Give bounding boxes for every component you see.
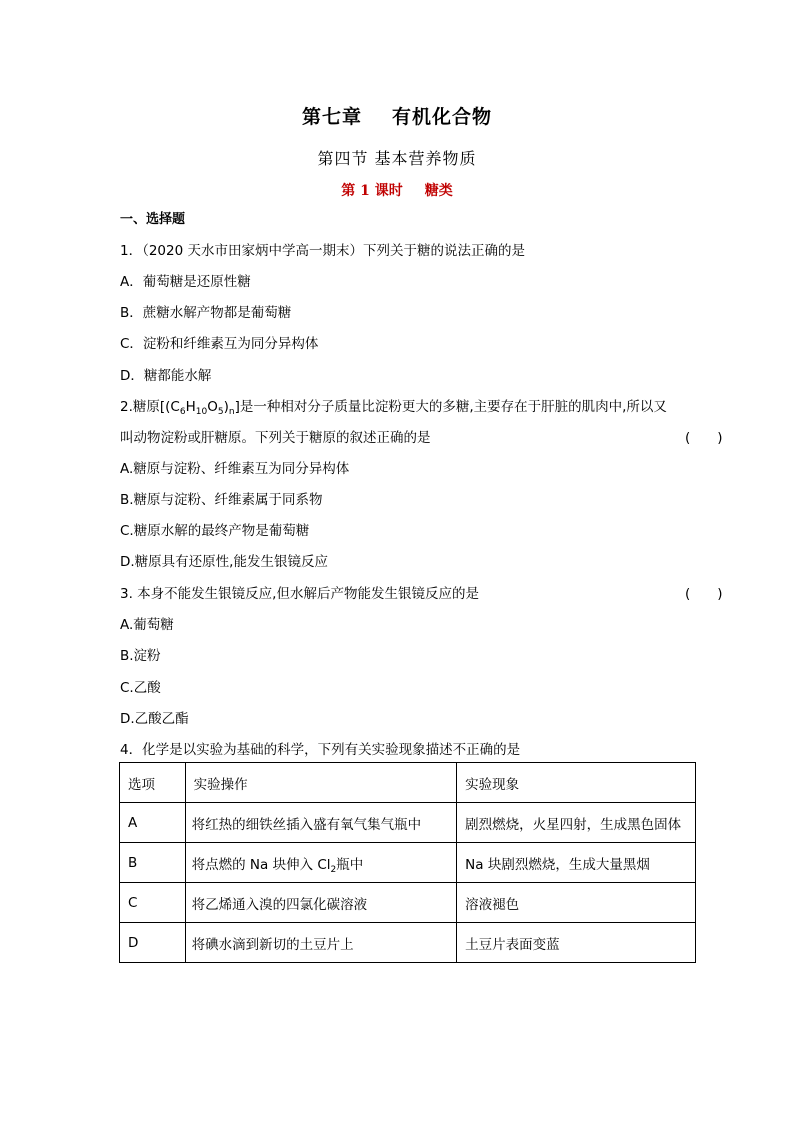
row-operation: 将点燃的 Na 块伸入 $Cl_2$瓶中 [185,843,457,883]
table-header-phenomenon: 实验现象 [457,763,696,803]
part-heading: 一、选择题 [120,212,186,227]
q1-stem: 1．（2020 天水市田家炳中学高一期末）下列关于糖的说法正确的是 [120,243,525,259]
lesson-number: 第 1 课时 [341,183,403,199]
row-phenomenon: Na 块剧烈燃烧，生成大量黑烟 [457,843,696,883]
q1-option-b: B．蔗糖水解产物都是葡萄糖 [120,305,292,321]
chapter-title [0,102,794,129]
q2-option-c: C.糖原水解的最终产物是葡萄糖 [120,523,310,539]
q2-option-b: B.糖原与淀粉、纤维素属于同系物 [120,492,323,508]
table-row [120,843,696,883]
table-header-operation: 实验操作 [185,763,457,803]
row-operation: 将碘水滴到新切的土豆片上 [185,923,457,963]
row-phenomenon: 溶液褪色 [457,883,696,923]
lesson-name: 糖类 [424,183,453,199]
q3-option-c: C.乙酸 [120,680,161,696]
row-option: B [120,843,186,883]
chapter-name: 有机化合物 [392,106,493,128]
row-option: D [120,923,186,963]
row-operation: 将红热的细铁丝插入盛有氧气集气瓶中 [185,803,457,843]
q2-stem-line1: 2.糖原$[(C_6H_{10}O_5)_n]$是一种相对分子质量比淀粉更大的多糖,主要存在于肝脏的肌肉中,所以又 [120,399,667,417]
row-phenomenon: 土豆片表面变蓝 [457,923,696,963]
row-operation: 将乙烯通入溴的四氯化碳溶液 [185,883,457,923]
q3-answer-blank: ( ) [685,586,723,602]
section-title: 第四节 基本营养物质 [317,149,477,168]
q3-stem: 3. 本身不能发生银镜反应,但水解后产物能发生银镜反应的是 [120,586,479,602]
table-header-row [120,763,696,803]
q1-option-c: C．淀粉和纤维素互为同分异构体 [120,336,319,352]
lesson-title [0,180,794,200]
experiment-table [119,762,696,963]
chapter-number: 第七章 [301,106,362,128]
q1-option-a: A．葡萄糖是还原性糖 [120,274,251,290]
q3-option-b: B.淀粉 [120,648,161,664]
q3-option-a: A.葡萄糖 [120,617,174,633]
table-row [120,883,696,923]
q2-stem-line2: 叫动物淀粉或肝糖原。下列关于糖原的叙述正确的是 [120,430,431,446]
row-phenomenon: 剧烈燃烧，火星四射，生成黑色固体 [457,803,696,843]
row-option: C [120,883,186,923]
q4-stem: 4．化学是以实验为基础的科学，下列有关实验现象描述不正确的是 [120,742,521,758]
q1-option-d: D．糖都能水解 [120,368,212,384]
q2-option-d: D.糖原具有还原性,能发生银镜反应 [120,554,328,570]
row-option: A [120,803,186,843]
table-row [120,923,696,963]
q3-option-d: D.乙酸乙酯 [120,711,189,727]
q2-option-a: A.糖原与淀粉、纤维素互为同分异构体 [120,461,350,477]
table-header-option: 选项 [120,763,186,803]
q2-answer-blank: ( ) [685,430,723,446]
table-row [120,803,696,843]
